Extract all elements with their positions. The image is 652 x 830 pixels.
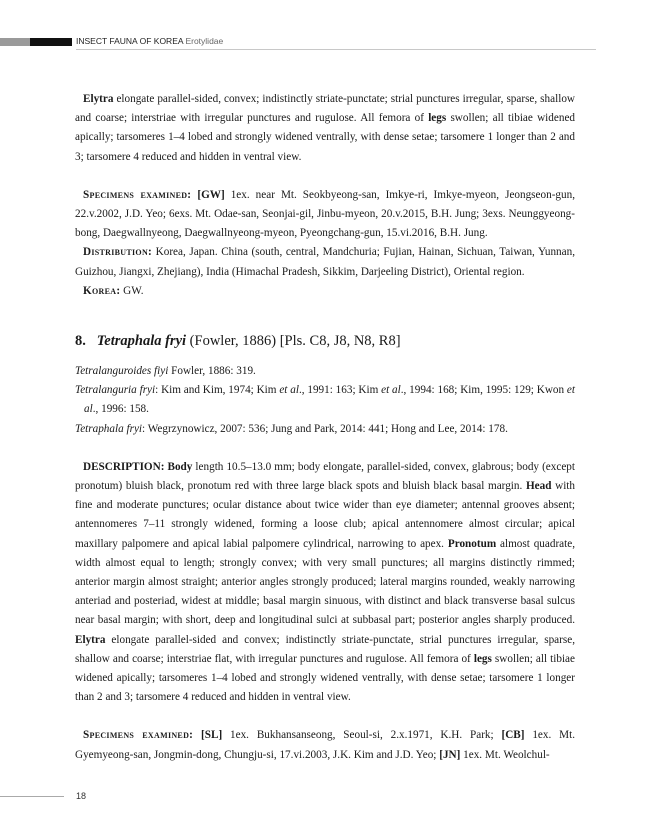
text: swollen; all tibiae widened apically; tarsomeres 1–4 lobed and strongly widened ventrally, with dense setae; tarsomere 1 longer than 2 and 3; tarsomere 4 reduced and hidden in ventral view. <box>75 112 575 163</box>
synonym-ref: ., 1991: 163; Kim <box>298 384 382 397</box>
text: length 10.5–13.0 mm; body elongate, parallel-sided, convex, glabrous; body (except pronotum) bluish black, pronotum red with three large black spots and bluish black basal margin. <box>75 460 575 493</box>
description-paragraph <box>75 458 575 708</box>
header-bar-dark <box>30 38 72 46</box>
footer-rule <box>0 796 64 797</box>
header-bar-light <box>0 38 30 46</box>
synonym-ref: ., 1996: 158. <box>92 403 149 416</box>
species-heading <box>75 330 575 352</box>
text: almost quadrate, width almost equal to length; strongly convex; with very small punctures; all margins distinctly rimmed; anterior margin almost straight; anterior angles strongly produced; lateral margins rounded, weakly narrowing anteriad and posteriad, widest at middle; basal margin sinuous, with distinct and black transverse basal sulcus near basal margin; with short, deep and longitudinal sulci at subbasal part; posterior angles sharply produced. <box>75 537 576 627</box>
description-label: DESCRIPTION: <box>83 460 165 473</box>
synonym-1 <box>75 362 575 381</box>
specimens-label: Specimens examined: <box>83 188 192 201</box>
species-name: Tetraphala fryi <box>96 333 187 350</box>
term-elytra: Elytra <box>83 93 114 105</box>
term-elytra: Elytra <box>75 633 106 646</box>
header-rule <box>76 49 596 50</box>
spacer <box>75 352 575 362</box>
synonym-2 <box>75 381 575 419</box>
spacer <box>75 320 575 330</box>
synonym-name: Tetraphala fryi <box>75 422 143 435</box>
term-body: Body <box>167 460 193 473</box>
spacer <box>75 167 575 186</box>
korea-paragraph <box>75 282 575 301</box>
term-legs: legs <box>473 652 492 665</box>
distribution-paragraph <box>75 243 575 281</box>
et-al: et al <box>381 384 401 397</box>
text: 1ex. near Mt. Seokbyeong-san, Imkye-ri, Imkye-myeon, Jeongseon-gun, 22.v.2002, J.D. Yeo; 6exs. Mt. Odae-san, Seonjai-gil, Jinbu-myeon, 20.v.2015, B.H. Jung; 3exs. Neunggyeong-bong, Daegwallnyeong, Daegwallnyeong-myeon, Pyeongchang-gun, 15.vi.2016, B.H. Jung. <box>75 188 575 240</box>
page-number: 18 <box>76 791 87 801</box>
text: 1ex. Mt. Weolchul- <box>460 748 550 761</box>
specimens-label: Specimens examined: <box>83 729 194 742</box>
synonym-name: Tetralanguria fryi <box>75 384 156 397</box>
et-al: et al <box>279 384 299 397</box>
region-code: [CB] <box>501 729 525 742</box>
region-code: [JN] <box>439 748 461 761</box>
text: with fine and moderate punctures; ocular distance about twice wider than eye diameter; antennal grooves absent; antennomeres 7–11 strongly widened, forming a loose club; apical antennomere almost circular; apical maxillary palpomere and apical labial palpomere cylindrical, narrowing to apex. <box>75 480 576 550</box>
text: elongate parallel-sided and convex; indistinctly striate-punctate, strial punctures irregular, sparse, shallow and coarse; interstriae flat, with irregular punctures and rugulose. All femora of <box>75 633 575 665</box>
text: GW. <box>120 284 144 297</box>
term-pronotum: Pronotum <box>447 537 497 550</box>
running-header <box>76 36 223 47</box>
spacer <box>75 439 575 458</box>
synonym-ref: : Kim and Kim, 1974; Kim <box>155 384 280 397</box>
page-body <box>75 90 575 765</box>
synonym-3 <box>75 420 575 439</box>
region-code: [GW] <box>197 188 225 201</box>
text: 1ex. Mt. Gyemyeong-san, Jongmin-dong, Chungju-si, 17.vi.2003, J.K. Kim and J.D. Yeo; <box>75 729 575 761</box>
header-title: INSECT FAUNA OF KOREA <box>76 36 184 46</box>
specimens-paragraph-1 <box>75 186 575 244</box>
text: 1ex. Bukhansanseong, Seoul-si, 2.x.1971, K.H. Park; <box>222 729 502 742</box>
synonym-ref: ., 1994: 168; Kim, 1995: 129; Kwon <box>400 384 567 397</box>
term-head: Head <box>525 480 552 493</box>
spacer <box>75 301 575 320</box>
region-code: [SL] <box>201 729 223 742</box>
species-author: (Fowler, 1886) [Pls. C8, J8, N8, R8] <box>186 333 401 350</box>
synonym-ref: : Wegrzynowicz, 2007: 536; Jung and Park, 2014: 441; Hong and Lee, 2014: 178. <box>142 422 508 435</box>
header-family: Erotylidae <box>185 36 224 46</box>
elytra-paragraph <box>75 90 575 167</box>
term-legs: legs <box>428 112 447 125</box>
synonym-ref: Fowler, 1886: 319. <box>168 365 256 378</box>
specimens-paragraph-2 <box>75 726 575 764</box>
korea-label: Korea: <box>83 284 121 297</box>
text: swollen; all tibiae widened apically; tarsomeres 1–4 lobed and strongly widened ventrally, with dense setae; tarsomere 1 longer than 2 and 3; tarsomere 4 reduced and hidden in ventral view. <box>75 652 575 704</box>
spacer <box>75 707 575 726</box>
text: Korea, Japan. China (south, central, Mandchuria; Fujian, Hainan, Sichuan, Taiwan, Yunnan, Guizhou, Jiangxi, Zhejiang), India (Himachal Pradesh, Sikkim, Darjeeling District), Oriental region. <box>75 246 575 278</box>
distribution-label: Distribution: <box>83 246 153 259</box>
synonym-name: Tetralanguroides fiyi <box>75 365 169 378</box>
species-number: 8. <box>75 333 86 350</box>
header-bar <box>0 38 72 46</box>
et-al: et al <box>84 384 575 416</box>
text: elongate parallel-sided, convex; indistinctly striate-punctate; strial punctures irregular, sparse, shallow and coarse; interstriae with irregular punctures and rugulose. All femora of <box>75 93 575 125</box>
